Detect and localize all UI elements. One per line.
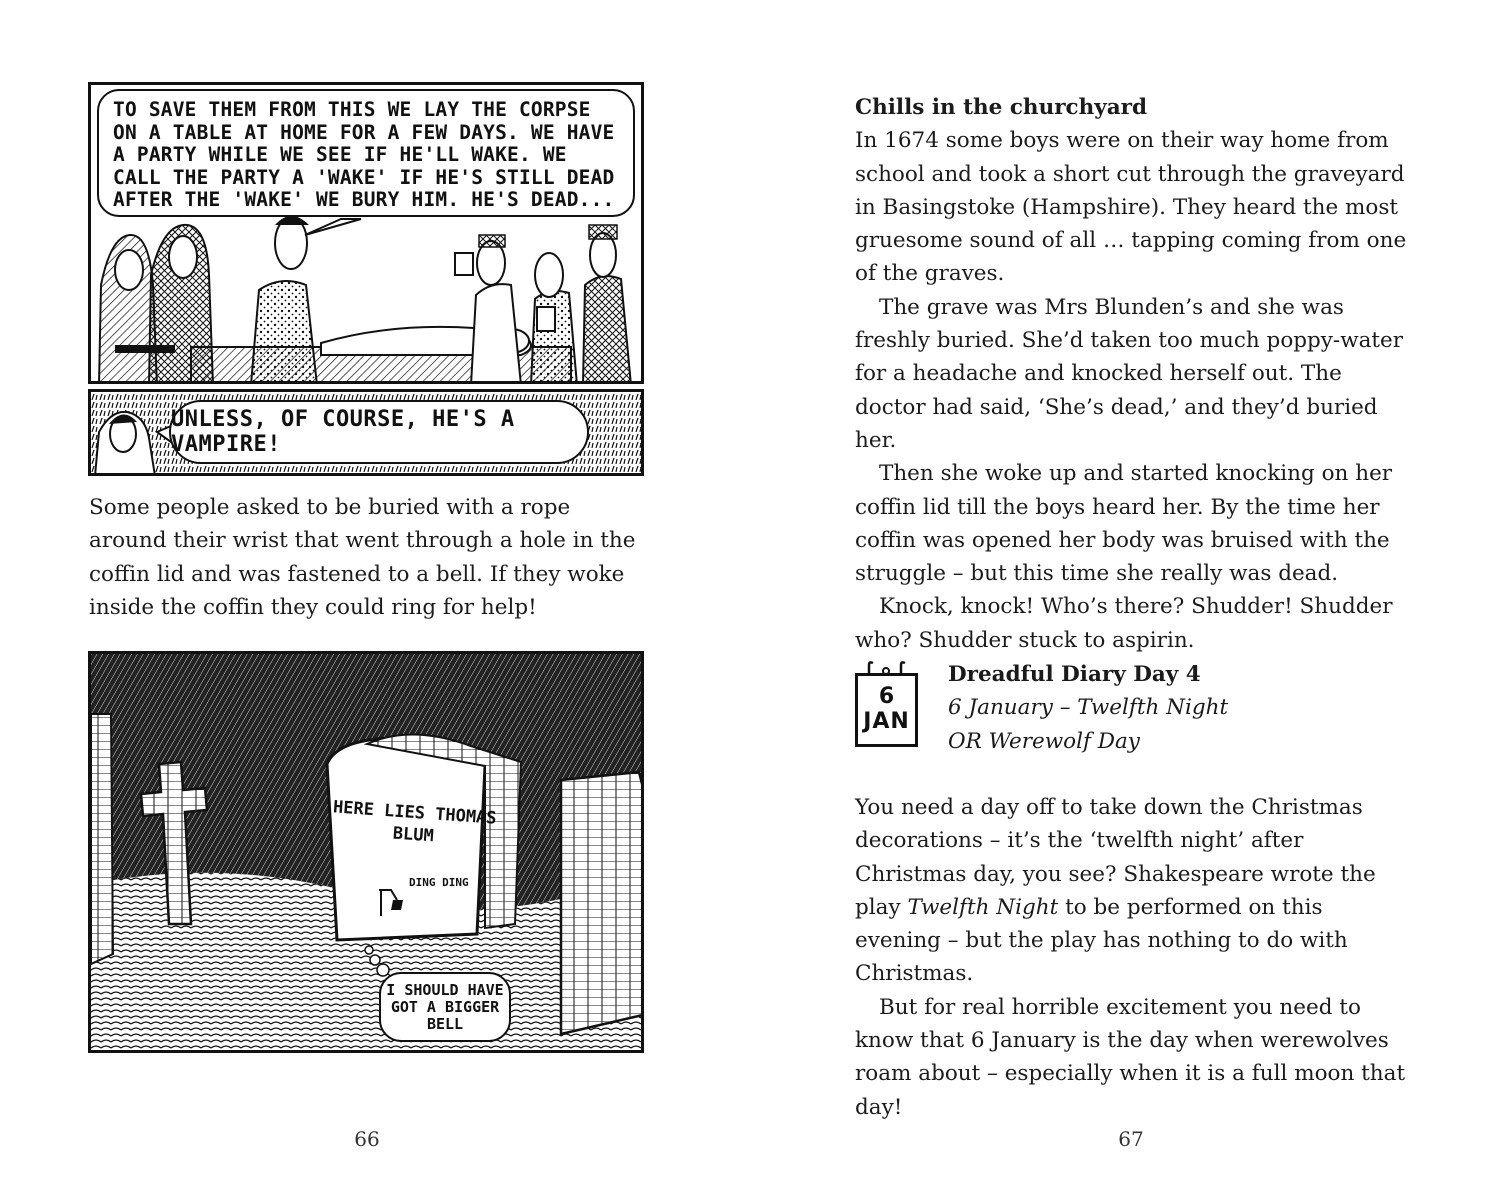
page-number-right: 67 [1118,1127,1144,1151]
paragraph-5-part1: You need a day off to take down the Christmas decorations – it’s the ‘twelfth night’ after Christmas day, you see? Shakespeare wrote the play [855,795,1376,920]
right-page [750,0,1500,1200]
graveyard-cartoon [88,651,644,1053]
paragraph-2: The grave was Mrs Blunden’s and she was freshly buried. She’d taken too much poppy-water for a headache and knocked herself out. The doctor had said, ‘She’s dead,’ and they’d buried her. [855,294,1404,453]
calendar-month: JAN [863,709,910,734]
speech-bubble-wake: TO SAVE THEM FROM THIS WE LAY THE CORPSE ON A TABLE AT HOME FOR A FEW DAYS. WE HAVE A PARTY WHILE WE SEE IF HE'LL WAKE. WE CALL THE PARTY A 'WAKE' IF HE'S STILL DEAD AFTER THE 'WAKE' WE BURY HIM. HE'S DEAD... [97,89,635,217]
bell-sound-text: DING DING [409,876,469,889]
paragraph-4: Knock, knock! Who’s there? Shudder! Shudder who? Shudder stuck to aspirin. [855,594,1393,653]
bell-paragraph [89,491,649,624]
calendar-icon [855,661,918,747]
graveyard-illustration [91,654,644,1053]
tombstone-inscription: HERE LIES THOMAS BLUM [332,797,498,847]
diary-subtitle-line2: OR Werewolf Day [948,728,1140,754]
paragraph-6: But for real horrible excitement you need to know that 6 January is the day when werewolves roam about – especially when it is a full moon that day! [855,994,1406,1120]
diary-title: Dreadful Diary Day 4 [948,662,1201,687]
paragraph-1: In 1674 some boys were on their way home from school and took a short cut through the graveyard in Basingstoke (Hampshire). They heard the most gruesome sound of all … tapping coming from one of the graves. [855,128,1407,287]
diary-heading-block [948,658,1448,758]
section-heading: Chills in the churchyard [855,95,1148,120]
speech-bubble-bigger-bell: I SHOULD HAVE GOT A BIGGER BELL [379,972,511,1042]
calendar-day: 6 [878,684,895,709]
page-number-left: 66 [354,1127,380,1151]
comic-panel-wake [88,82,644,384]
twelfth-night-section [855,791,1415,1124]
bell-paragraph-text: Some people asked to be buried with a rope around their wrist that went through a hole in the coffin lid and was fastened to a bell. If they woke inside the coffin they could ring for help! [89,495,636,620]
calendar-date [855,673,918,747]
churchyard-section [855,91,1415,657]
paragraph-3: Then she woke up and started knocking on her coffin lid till the boys heard her. By the time her coffin was opened her body was bruised with the struggle – but this time she really was dead. [855,461,1393,587]
paragraph-5 [855,791,1415,991]
paragraph-5-part2: to be performed on this evening – but the play has nothing to do with Christmas. [855,894,1348,987]
speech-bubble-vampire: UNLESS, OF COURSE, HE'S A VAMPIRE! [169,400,589,464]
play-title: Twelfth Night [907,894,1059,920]
diary-subtitle-line1: 6 January – Twelfth Night [948,695,1229,721]
comic-panel-vampire [88,389,644,476]
